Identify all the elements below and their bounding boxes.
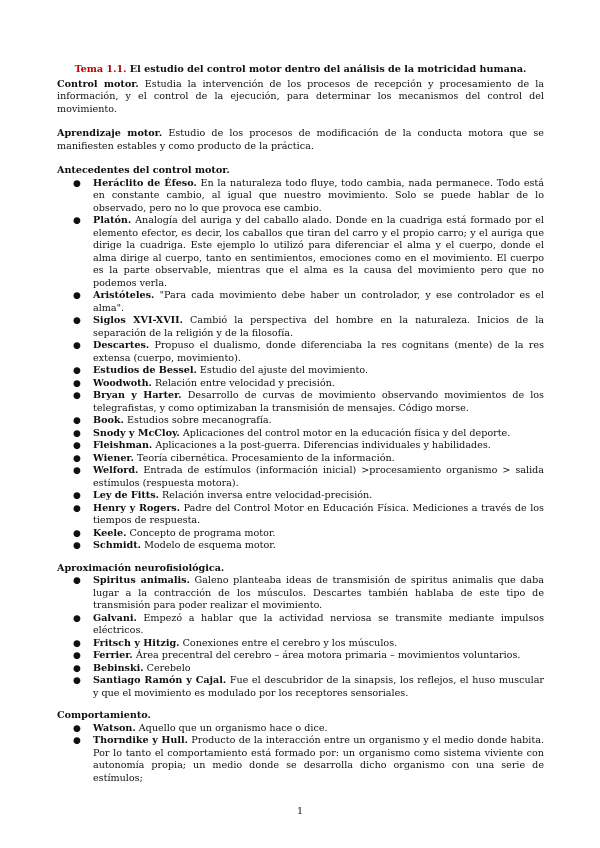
item-term: Fleishman. <box>93 440 153 451</box>
list-item <box>73 390 544 415</box>
item-text: Relación inversa entre velocidad-precisión. <box>158 490 373 501</box>
bullet-icon: ● <box>73 216 81 226</box>
bullet-icon: ● <box>73 178 81 189</box>
item-text: Área precentral del cerebro – área motora primaria – movimientos voluntarios. <box>132 650 521 661</box>
list-item <box>73 540 544 553</box>
list-item <box>73 365 544 378</box>
item-text: Relación entre velocidad y precisión. <box>151 377 335 389</box>
list-item <box>73 465 544 490</box>
list-item <box>73 340 544 365</box>
bullet-list <box>57 575 544 700</box>
bullet-icon: ● <box>73 651 81 661</box>
item-text: Conexiones entre el cerebro y los músculos. <box>179 637 398 649</box>
list-item <box>73 215 544 290</box>
item-term: Siglos XVI-XVII. <box>93 315 183 326</box>
bullet-icon: ● <box>73 638 81 649</box>
list-item <box>73 637 544 651</box>
item-term: Schmidt. <box>93 540 142 551</box>
list-item <box>73 722 544 736</box>
item-text: "Para cada movimiento debe haber un controlador, y ese controlador es el alma". <box>93 290 544 314</box>
item-text: Analogía del auriga y del caballo alado. Donde en la cuadriga está formado por el elemento efector, es decir, los caballos que tiran del carro y el propio carro; y el auriga que dirige la cuadriga. Este ejemplo lo utilizó para diferenciar el alma y el cuerpo, donde el alma dirige al cuerpo, tanto en sentimientos, emociones como en el movimiento. El cuerpo es la parte observable, mientras que el alma es la causa del movimiento pero que no podemos verla. <box>93 215 544 289</box>
item-text: Aplicaciones del control motor en la educación física y del deporte. <box>179 427 511 439</box>
bullet-icon: ● <box>73 466 81 476</box>
item-text: En la naturaleza todo fluye, todo cambia, nada permanece. Todo está en constante cambio, al igual que nuestro movimiento. Solo se puede hablar de lo observado, pero no lo que provoca ese cambio. <box>93 177 544 214</box>
list-item <box>73 675 544 700</box>
definition-aprendizaje-motor: Aprendizaje motor. Estudio de los procesos de modificación de la conducta motora que se manifiesten estables y como producto de la práctica. <box>57 128 544 152</box>
list-item <box>73 527 544 541</box>
page-number: 1 <box>296 806 304 817</box>
list-item <box>73 177 544 216</box>
item-text: Producto de la interacción entre un organismo y el medio donde habita. Por lo tanto el comportamiento está formado por: un organismo como sistema viviente con autonomía propia; un medio donde se desarrolla dicho organismo con una serie de estímulos; <box>93 735 544 784</box>
item-term: Watson. <box>93 722 136 734</box>
item-text: Aquello que un organismo hace o dice. <box>135 722 328 734</box>
bullet-icon: ● <box>73 576 81 586</box>
bullet-icon: ● <box>73 341 81 351</box>
bullet-icon: ● <box>73 528 81 539</box>
item-text: Modelo de esquema motor. <box>141 540 276 551</box>
list-item <box>73 452 544 466</box>
item-text: Galeno planteaba ideas de transmisión de spiritus animalis que daba lugar a la contracción de los músculos. Descartes también hablaba de este tipo de transmisión para poder realizar el movimiento. <box>93 575 544 611</box>
title-number: Tema 1.1. <box>74 64 127 75</box>
item-text: Fue el descubridor de la sinapsis, los reflejos, el huso muscular y que el movimiento es modulado por los receptores sensoriales. <box>93 675 544 699</box>
list-item <box>73 575 544 613</box>
item-term: Henry y Rogers. <box>93 502 181 514</box>
item-term: Snody y McCloy. <box>93 427 180 439</box>
title-text: El estudio del control motor dentro del análisis de la motricidad humana. <box>126 64 527 75</box>
bullet-icon: ● <box>73 291 81 301</box>
bullet-list <box>57 723 544 786</box>
item-text: Entrada de estímulos (información inicial) >procesamiento organismo > salida estímulos (respuesta motora). <box>93 465 544 489</box>
item-term: Fritsch y Hitzig. <box>93 637 180 649</box>
bullet-icon: ● <box>73 541 81 551</box>
section-heading: Comportamiento. <box>57 710 151 721</box>
item-term: Descartes. <box>93 340 150 351</box>
item-text: Cambió la perspectiva del hombre en la naturaleza. Inicios de la separación de la religión y de la filosofía. <box>93 315 544 339</box>
bullet-icon: ● <box>73 676 81 686</box>
bullet-icon: ● <box>73 453 81 464</box>
bullet-icon: ● <box>73 503 81 514</box>
list-item <box>73 440 544 453</box>
item-term: Welford. <box>93 465 139 476</box>
item-text: Cerebelo <box>143 662 191 674</box>
list-item <box>73 415 544 428</box>
item-text: Propuso el dualismo, donde diferenciaba la res cognitans (mente) de la res extensa (cuerpo, movimiento). <box>93 340 544 364</box>
item-text: Desarrollo de curvas de movimiento observando movimientos de los telegrafistas, y como optimizaban la transmisión de mensajes. Código morse. <box>93 390 544 414</box>
bullet-icon: ● <box>73 416 81 426</box>
item-text: Concepto de programa motor. <box>126 527 276 539</box>
item-term: Spiritus animalis. <box>93 575 190 586</box>
item-text: Padre del Control Motor en Educación Física. Mediciones a través de los tiempos de respuesta. <box>93 502 544 526</box>
item-term: Ley de Fitts. <box>93 490 159 501</box>
item-term: Bebinski. <box>93 662 144 674</box>
list-item <box>73 502 544 528</box>
bullet-icon: ● <box>73 428 81 439</box>
item-term: Heráclito de Éfeso. <box>93 177 197 189</box>
list-item <box>73 662 544 676</box>
section-heading: Aproximación neurofisiológica. <box>57 562 225 574</box>
list-item <box>73 735 544 785</box>
item-text: Aplicaciones a la post-guerra. Diferencias individuales y habilidades. <box>152 440 491 451</box>
sections-container <box>57 165 544 785</box>
list-item <box>73 612 544 638</box>
list-item <box>73 315 544 340</box>
bullet-icon: ● <box>73 723 81 734</box>
bullet-icon: ● <box>73 491 81 501</box>
item-text: Estudios sobre mecanografía. <box>123 415 272 426</box>
bullet-list <box>57 178 544 553</box>
item-term: Santiago Ramón y Cajal. <box>93 675 227 686</box>
item-term: Platón. <box>93 215 132 226</box>
item-term: Thorndike y Hull. <box>93 735 189 746</box>
item-term: Bryan y Harter. <box>93 390 182 401</box>
item-term: Galvani. <box>93 612 137 624</box>
list-item <box>73 290 544 315</box>
item-term: Book. <box>93 415 124 426</box>
list-item <box>73 377 544 391</box>
list-item <box>73 650 544 663</box>
bullet-icon: ● <box>73 378 81 389</box>
item-text: Teoría cibernética. Procesamiento de la información. <box>133 452 395 464</box>
item-term: Woodwoth. <box>93 377 152 389</box>
list-item <box>73 490 544 503</box>
bullet-icon: ● <box>73 613 81 624</box>
item-text: Estudio del ajuste del movimiento. <box>196 365 369 376</box>
page-title <box>57 64 544 77</box>
item-term: Keele. <box>93 527 127 539</box>
bullet-icon: ● <box>73 316 81 326</box>
bullet-icon: ● <box>73 391 81 401</box>
item-text: Empezó a hablar que la actividad nerviosa se transmite mediante impulsos eléctricos. <box>93 612 544 636</box>
item-term: Wiener. <box>93 452 134 464</box>
item-term: Ferrier. <box>93 650 133 661</box>
bullet-icon: ● <box>73 736 81 746</box>
item-term: Aristóteles. <box>93 290 155 301</box>
list-item <box>73 427 544 441</box>
bullet-icon: ● <box>73 441 81 451</box>
bullet-icon: ● <box>73 663 81 674</box>
item-term: Estudios de Bessel. <box>93 365 197 376</box>
bullet-icon: ● <box>73 366 81 376</box>
section-heading: Antecedentes del control motor. <box>57 165 230 176</box>
definition-control-motor: Control motor. Estudia la intervención de los procesos de recepción y procesamiento de la información, y el control de la ejecución, para determinar los mecanismos del control del movimiento. <box>57 78 544 115</box>
